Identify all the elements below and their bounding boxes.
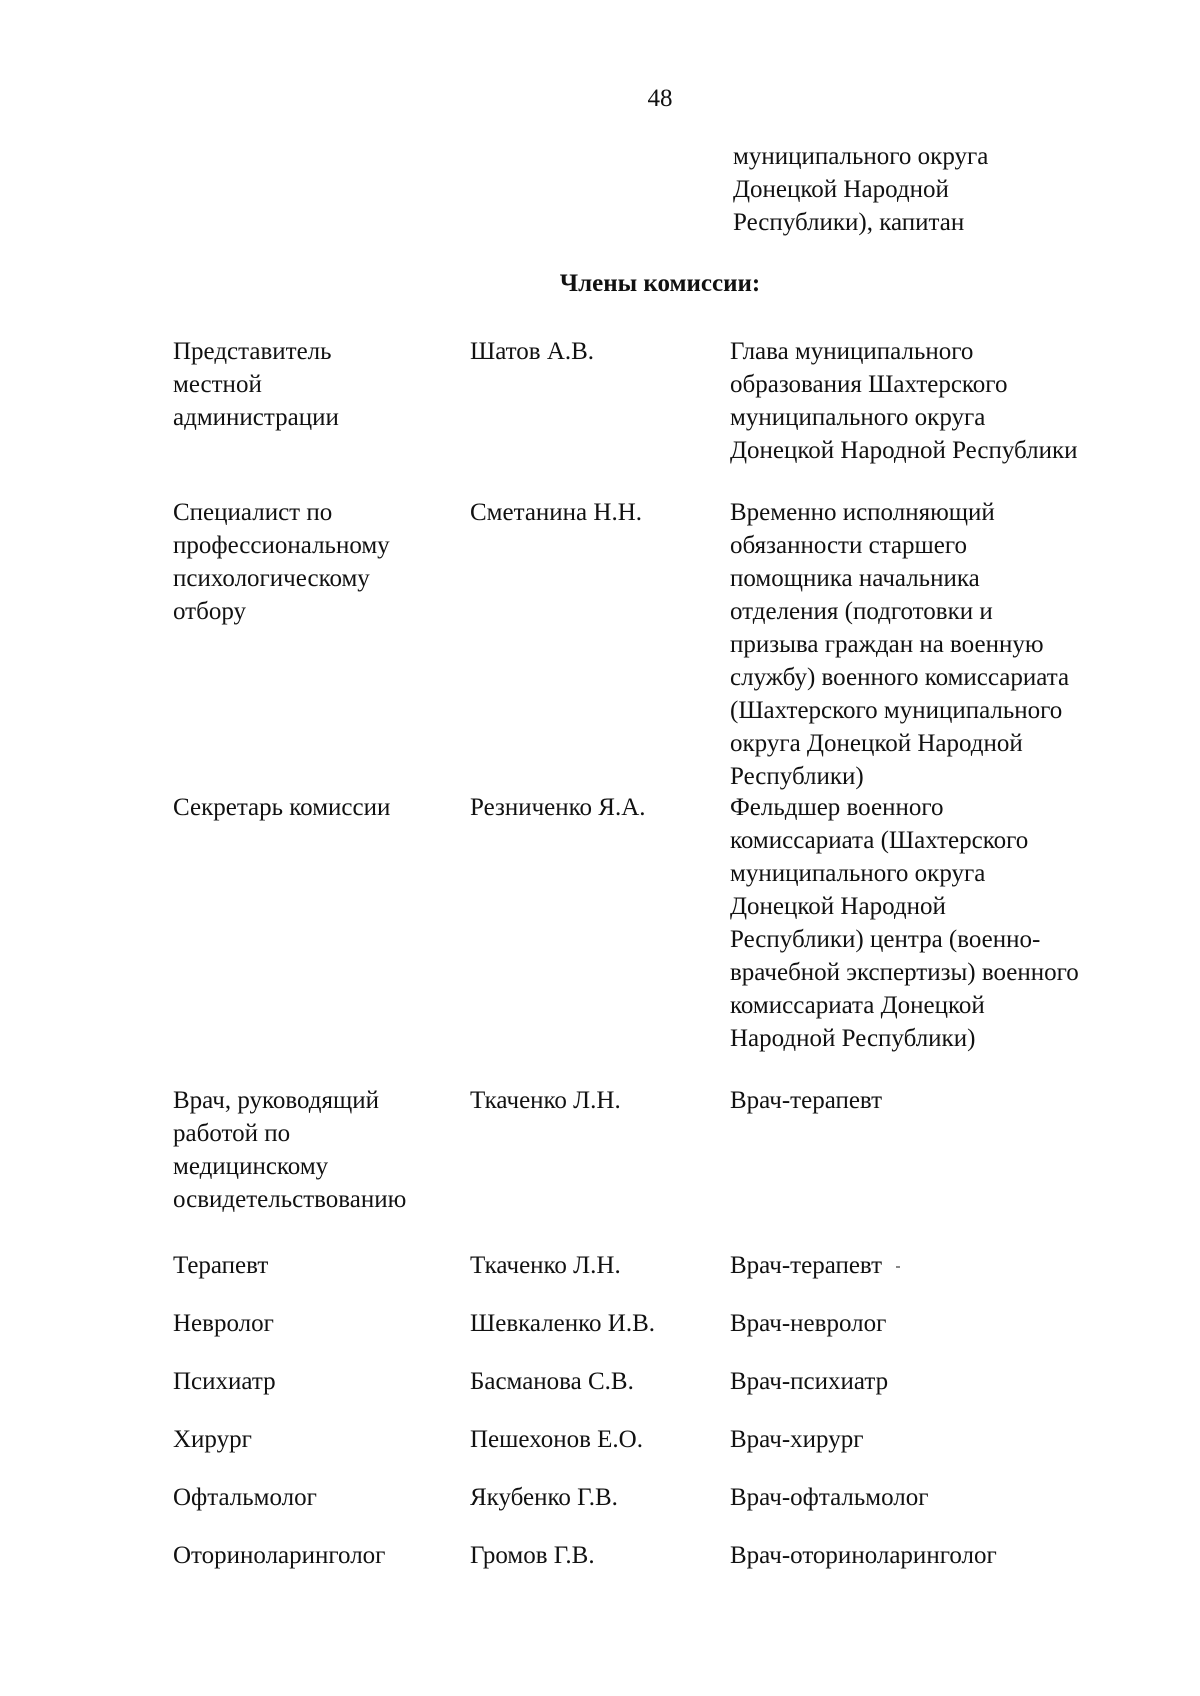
position-line: службу) военного комиссариата bbox=[730, 664, 1070, 691]
role-line: Специалист по bbox=[173, 499, 333, 526]
page-number: 48 bbox=[647, 85, 673, 112]
commission-members-list bbox=[173, 335, 1173, 1579]
member-role bbox=[173, 496, 470, 791]
member-role bbox=[173, 791, 470, 1084]
continuation-line: муниципального округа bbox=[733, 143, 989, 170]
role-line: психологическому bbox=[173, 565, 370, 592]
position-line: Донецкой Народной Республики bbox=[730, 437, 1078, 464]
continuation-line: Донецкой Народной bbox=[733, 176, 949, 203]
continuation-line: Республики), капитан bbox=[733, 209, 965, 236]
position-line: образования Шахтерского bbox=[730, 371, 1008, 398]
role-line: медицинскому bbox=[173, 1153, 329, 1180]
member-role bbox=[173, 1423, 470, 1481]
position-line: обязанности старшего bbox=[730, 532, 967, 559]
position-line: Донецкой Народной bbox=[730, 893, 946, 920]
role-line: Психиатр bbox=[173, 1368, 276, 1395]
position-line: Фельдшер военного bbox=[730, 794, 944, 821]
member-row bbox=[173, 496, 1173, 791]
member-name: Шевкаленко И.В. bbox=[470, 1310, 656, 1337]
member-name: Сметанина Н.Н. bbox=[470, 499, 643, 526]
member-position bbox=[730, 1423, 1160, 1481]
position-line: муниципального округа bbox=[730, 404, 986, 431]
position-line: помощника начальника bbox=[730, 565, 980, 592]
position-line: Врач-терапевт bbox=[730, 1087, 883, 1114]
member-name: Пешехонов Е.О. bbox=[470, 1426, 643, 1453]
member-row bbox=[173, 1423, 1173, 1481]
member-row bbox=[173, 1539, 1173, 1579]
member-row bbox=[173, 1249, 1173, 1307]
member-role bbox=[173, 1365, 470, 1423]
role-line: администрации bbox=[173, 404, 339, 431]
role-line: Офтальмолог bbox=[173, 1484, 317, 1511]
position-line: Врач-хирург bbox=[730, 1426, 864, 1453]
position-line: муниципального округа bbox=[730, 860, 986, 887]
role-line: работой по bbox=[173, 1120, 291, 1147]
member-row bbox=[173, 1365, 1173, 1423]
member-name: Шатов А.В. bbox=[470, 338, 595, 365]
member-position bbox=[730, 1539, 1160, 1579]
role-line: Оториноларинголог bbox=[173, 1542, 386, 1569]
position-line: Врач-офтальмолог bbox=[730, 1484, 929, 1511]
member-role bbox=[173, 1307, 470, 1365]
member-row bbox=[173, 1307, 1173, 1365]
position-line: врачебной экспертизы) военного bbox=[730, 959, 1079, 986]
position-line: Народной Республики) bbox=[730, 1025, 976, 1052]
position-line: комиссариата (Шахтерского bbox=[730, 827, 1029, 854]
member-row bbox=[173, 1481, 1173, 1539]
role-line: Хирург bbox=[173, 1426, 252, 1453]
member-name: Ткаченко Л.Н. bbox=[470, 1252, 621, 1279]
member-row bbox=[173, 335, 1173, 496]
member-role bbox=[173, 1084, 470, 1249]
position-line: Врач-оториноларинголог bbox=[730, 1542, 997, 1569]
member-position bbox=[730, 791, 1160, 1084]
role-line: Секретарь комиссии bbox=[173, 794, 391, 821]
role-line: Представитель bbox=[173, 338, 332, 365]
position-line: Республики) bbox=[730, 763, 864, 790]
role-line: местной bbox=[173, 371, 262, 398]
position-line: отделения (подготовки и bbox=[730, 598, 993, 625]
member-position bbox=[730, 1307, 1160, 1365]
member-position bbox=[730, 1249, 1160, 1307]
section-title: Члены комиссии: bbox=[559, 270, 761, 297]
member-position bbox=[730, 1084, 1160, 1249]
position-line: Врач-психиатр bbox=[730, 1368, 889, 1395]
member-position bbox=[730, 1365, 1160, 1423]
role-line: профессиональному bbox=[173, 532, 390, 559]
member-position bbox=[730, 496, 1160, 791]
member-name: Резниченко Я.А. bbox=[470, 794, 646, 821]
member-role bbox=[173, 1481, 470, 1539]
position-line: призыва граждан на военную bbox=[730, 631, 1044, 658]
member-name: Ткаченко Л.Н. bbox=[470, 1087, 621, 1114]
member-row bbox=[173, 791, 1173, 1084]
role-line: отбору bbox=[173, 598, 246, 625]
previous-entry-continuation bbox=[733, 140, 1153, 239]
member-row bbox=[173, 1084, 1173, 1249]
position-line: округа Донецкой Народной bbox=[730, 730, 1023, 757]
member-role bbox=[173, 1249, 470, 1307]
member-name: Басманова С.В. bbox=[470, 1368, 634, 1395]
position-line: Временно исполняющий bbox=[730, 499, 995, 526]
position-line: Врач-невролог bbox=[730, 1310, 887, 1337]
member-position bbox=[730, 1481, 1160, 1539]
role-line: Терапевт bbox=[173, 1252, 269, 1279]
member-role bbox=[173, 335, 470, 496]
position-line: (Шахтерского муниципального bbox=[730, 697, 1063, 724]
member-position bbox=[730, 335, 1160, 496]
member-name: Громов Г.В. bbox=[470, 1542, 595, 1569]
position-line: Республики) центра (военно- bbox=[730, 926, 1041, 953]
position-line bbox=[730, 1249, 1160, 1282]
position-line: комиссариата Донецкой bbox=[730, 992, 985, 1019]
scan-speck bbox=[896, 1266, 900, 1268]
member-name: Якубенко Г.В. bbox=[470, 1484, 618, 1511]
position-line: Глава муниципального bbox=[730, 338, 974, 365]
member-role bbox=[173, 1539, 470, 1579]
role-line: Врач, руководящий bbox=[173, 1087, 380, 1114]
position-line-text: Врач-терапевт bbox=[730, 1252, 883, 1279]
role-line: Невролог bbox=[173, 1310, 274, 1337]
role-line: освидетельствованию bbox=[173, 1186, 407, 1213]
